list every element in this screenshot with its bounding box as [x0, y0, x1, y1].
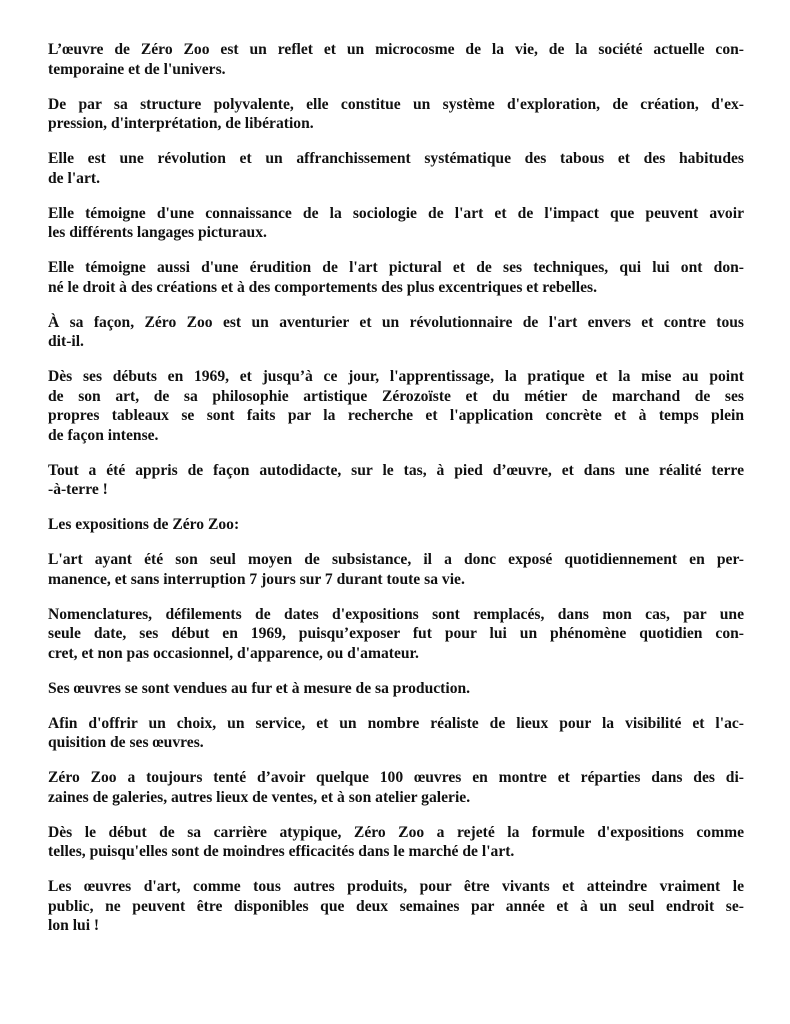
paragraph: [48, 605, 744, 664]
paragraph-line: Ses œuvres se sont vendues au fur et à mesure de sa production.: [48, 679, 471, 697]
paragraph-line: manence, et sans interruption 7 jours sur 7 durant toute sa vie.: [48, 570, 465, 588]
paragraph-line: public, ne peuvent être disponibles que deux semaines par année et à un seul endroit se-: [48, 897, 744, 915]
paragraph-line: seule date, ses début en 1969, puisqu’exposer fut pour lui un phénomène quotidien con-: [48, 625, 744, 642]
paragraph: [48, 714, 744, 753]
paragraph-line: De par sa structure polyvalente, elle constitue un système d'exploration, de création, d'ex-: [48, 95, 744, 113]
paragraph-line: pression, d'interprétation, de libération.: [48, 115, 314, 132]
paragraph: [48, 823, 744, 862]
paragraph-line: propres tableaux se sont faits par la recherche et l'application concrète et à temps plein: [48, 407, 744, 424]
paragraph-line: Dès ses débuts en 1969, et jusqu’à ce jour, l'apprentissage, la pratique et la mise au point: [48, 368, 744, 385]
paragraph-line: Tout a été appris de façon autodidacte, sur le tas, à pied d’œuvre, et dans une réalité terre: [48, 461, 744, 479]
document-body: [48, 40, 744, 951]
paragraph: [48, 515, 744, 535]
paragraph-line: quisition de ses œuvres.: [48, 734, 204, 751]
paragraph: [48, 95, 744, 134]
paragraph-line: les différents langages picturaux.: [48, 224, 267, 241]
paragraph: [48, 877, 744, 936]
paragraph-line: L'art ayant été son seul moyen de subsistance, il a donc exposé quotidiennement en per-: [48, 551, 744, 568]
paragraph-line: À sa façon, Zéro Zoo est un aventurier et un révolutionnaire de l'art envers et contre tous: [48, 313, 744, 331]
paragraph-line: Nomenclatures, défilements de dates d'expositions sont remplacés, dans mon cas, par une: [48, 605, 744, 623]
paragraph-line: Afin d'offrir un choix, un service, et un nombre réaliste de lieux pour la visibilité et l'ac-: [48, 714, 744, 732]
paragraph-line: Les œuvres d'art, comme tous autres produits, pour être vivants et atteindre vraiment le: [48, 878, 744, 895]
paragraph: [48, 367, 744, 445]
paragraph: [48, 550, 744, 589]
paragraph-line: Elle témoigne aussi d'une érudition de l'art pictural et de ses techniques, qui lui ont don-: [48, 259, 744, 276]
paragraph-line: Zéro Zoo a toujours tenté d’avoir quelque 100 œuvres en montre et réparties dans des di-: [48, 769, 744, 786]
paragraph-line: de l'art.: [48, 169, 100, 187]
paragraph: [48, 679, 744, 699]
paragraph: [48, 768, 744, 807]
paragraph-line: telles, puisqu'elles sont de moindres efficacités dans le marché de l'art.: [48, 843, 515, 860]
paragraph-line: temporaine et de l'univers.: [48, 60, 226, 78]
paragraph: [48, 204, 744, 243]
paragraph-line: Elle témoigne d'une connaissance de la sociologie de l'art et de l'impact que peuvent avoir: [48, 204, 744, 222]
paragraph: [48, 461, 744, 500]
paragraph: [48, 313, 744, 352]
paragraph: [48, 258, 744, 297]
paragraph-line: de façon intense.: [48, 426, 159, 444]
paragraph: [48, 40, 744, 79]
paragraph-line: cret, et non pas occasionnel, d'apparence, ou d'amateur.: [48, 644, 419, 662]
paragraph-line: L’œuvre de Zéro Zoo est un reflet et un microcosme de la vie, de la société actuelle con-: [48, 41, 744, 58]
paragraph-line: Les expositions de Zéro Zoo:: [48, 516, 240, 533]
paragraph-line: né le droit à des créations et à des comportements des plus excentriques et rebelles.: [48, 278, 598, 296]
paragraph-line: Elle est une révolution et un affranchissement systématique des tabous et des habitudes: [48, 150, 744, 167]
paragraph-line: zaines de galeries, autres lieux de ventes, et à son atelier galerie.: [48, 788, 471, 806]
paragraph-line: lon lui !: [48, 917, 100, 934]
paragraph-line: de son art, de sa philosophie artistique Zérozoïste et du métier de marchand de ses: [48, 387, 744, 405]
paragraph-line: Dès le début de sa carrière atypique, Zéro Zoo a rejeté la formule d'expositions comme: [48, 823, 744, 841]
paragraph-line: dit-il.: [48, 333, 84, 350]
paragraph: [48, 149, 744, 188]
paragraph-line: -à-terre !: [48, 481, 108, 498]
